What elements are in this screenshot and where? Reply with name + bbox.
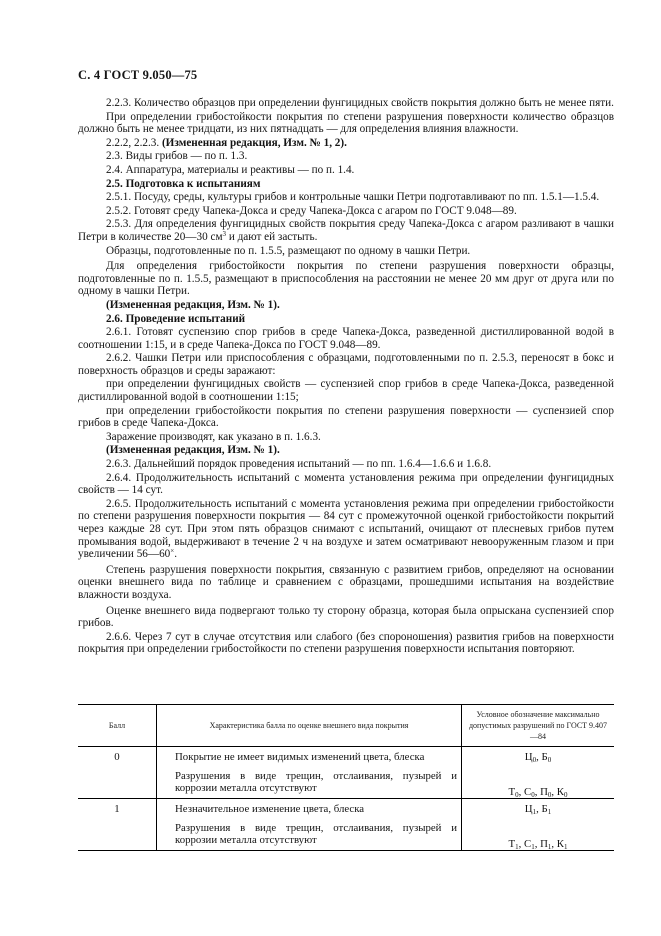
body-text — [78, 97, 614, 657]
header-score: Балл — [78, 705, 157, 747]
paragraph — [78, 137, 614, 150]
designation-line: $Ц_1$, $Б_1$ — [524, 803, 552, 816]
header-designation: Условное обозначение максимально допустимых разрушений по ГОСТ 9.407—84 — [462, 705, 615, 747]
paragraph: 2.5.2. Готовят среду Чапека-Докса и среду Чапека-Докса с агаром по ГОСТ 9.048—89. — [106, 204, 517, 217]
paragraph: 2.5.1. Посуду, среды, культуры грибов и контрольные чашки Петри подготавливают по пп. 1.5.1—1.5.4. — [106, 191, 600, 204]
characteristic-line: Разрушения в виде трещин, отслаивания, пузырей и коррозии металла отсутствуют — [175, 821, 457, 846]
designation-cell — [462, 747, 615, 799]
paragraph: 2.2.3. Количество образцов при определении фунгицидных свойств покрытия должно быть не менее пяти. — [106, 97, 614, 109]
superscript: × — [170, 547, 175, 556]
characteristic-cell — [157, 747, 462, 799]
designation-cell — [462, 799, 615, 851]
section-heading: 2.6. Проведение испытаний — [106, 312, 246, 325]
table-row — [78, 747, 614, 799]
paragraph-text: 2.6.5. Продолжительность испытаний с момента установления режима при определении грибостойкости по степени разрушения поверхности покрытия — 84 сут с промежуточной оценкой грибостойкости покрытий через каждые 28 сут. При этом пять образцов снимают с испытаний, очищают от плесневых грибов путем промывания водой, выдерживают в течение 2 ч на воздухе и затем осматривают невооруженным глазом и при увеличении 56—60 — [78, 497, 614, 561]
score-cell: 0 — [78, 747, 157, 799]
paragraph: Заражение производят, как указано в п. 1.6.3. — [106, 430, 321, 443]
clause-ref: 2.2.2, 2.2.3. — [106, 136, 160, 149]
designation-line: $Т_1$, $С_1$, $П_1$, $К_1$ — [508, 837, 568, 851]
characteristic-line: Покрытие не имеет видимых изменений цвета, блеска — [175, 751, 425, 763]
paragraph: 2.4. Аппаратура, материалы и реактивы — по п. 1.4. — [106, 163, 355, 176]
paragraph: при определении грибостойкости покрытия по степени разрушения поверхности — суспензией спор грибов в среде Чапека-Докса. — [78, 404, 614, 430]
paragraph: Степень разрушения поверхности покрытия, связанную с развитием грибов, определяют на основании оценки внешнего вида по таблице и сравнением с образцами, прошедшими испытания на воздействие влажности воздуха. — [78, 563, 614, 601]
evaluation-table — [78, 704, 614, 851]
section-heading: 2.5. Подготовка к испытаниям — [106, 177, 261, 190]
amendment-note: (Измененная редакция, Изм. № 1, 2). — [161, 136, 347, 149]
paragraph: Образцы, подготовленные по п. 1.5.5, размещают по одному в чашки Петри. — [106, 244, 471, 257]
paragraph-text: и дают ей застыть. — [226, 230, 318, 243]
designation-line: $Ц_0$, $Б_0$ — [524, 751, 552, 764]
designation-line: $Т_0$, $С_0$, $П_0$, $К_0$ — [508, 785, 568, 799]
score-cell: 1 — [78, 799, 157, 851]
amendment-note: (Измененная редакция, Изм. № 1). — [106, 444, 280, 457]
paragraph: при определении фунгицидных свойств — суспензией спор грибов в среде Чапека-Докса, разведенной дистиллированной водой в соотношении 1:15; — [78, 378, 614, 404]
paragraph — [78, 218, 614, 243]
paragraph: 2.6.2. Чашки Петри или приспособления с образцами, подготовленными по п. 2.5.3, переносят в бокс и поверхность образцов и среды заражают: — [78, 352, 614, 377]
header-characteristic: Характеристика балла по оценке внешнего вида покрытия — [157, 705, 462, 747]
characteristic-cell — [157, 799, 462, 851]
table-row — [78, 799, 614, 851]
paragraph: Оценке внешнего вида подвергают только ту сторону образца, которая была опрыскана суспензией спор грибов. — [78, 604, 614, 630]
table-header-row — [78, 705, 614, 747]
characteristic-line: Незначительное изменение цвета, блеска — [175, 803, 365, 815]
paragraph-text: . — [174, 548, 178, 561]
paragraph — [78, 498, 614, 561]
paragraph: Для определения грибостойкости покрытия по степени разрушения поверхности образцы, подготовленные по п. 1.5.5, размещают в приспособления на расстоянии не менее 20 мм друг от друга или по одному в чашки Петри. — [78, 260, 614, 298]
page-header: С. 4 ГОСТ 9.050—75 — [78, 68, 198, 82]
paragraph-text: 2.5.3. Для определения фунгицидных свойств покрытия среду Чапека-Докса с агаром разливают в чашки Петри в количестве 20—30 см — [78, 218, 614, 243]
paragraph: 2.6.3. Дальнейший порядок проведения испытаний — по пп. 1.6.4—1.6.6 и 1.6.8. — [106, 458, 492, 471]
paragraph: 2.6.4. Продолжительность испытаний с момента установления режима при определении фунгицидных свойств — 14 сут. — [78, 471, 614, 497]
paragraph: 2.6.1. Готовят суспензию спор грибов в среде Чапека-Докса, разведенной дистиллированной водой в соотношении 1:15, и в среде Чапека-Докса по ГОСТ 9.048—89. — [78, 326, 614, 351]
amendment-note: (Измененная редакция, Изм. № 1). — [106, 298, 280, 311]
characteristic-line: Разрушения в виде трещин, отслаивания, пузырей и коррозии металла отсутствуют — [175, 769, 457, 794]
paragraph: При определении грибостойкости покрытия по степени разрушения поверхности количество образцов должно быть не менее тридцати, из них пятнадцать — для определения влияния влажности. — [78, 110, 614, 136]
paragraph: 2.3. Виды грибов — по п. 1.3. — [106, 150, 248, 163]
superscript: 3 — [222, 229, 227, 238]
paragraph: 2.6.6. Через 7 сут в случае отсутствия или слабого (без спороношения) развития грибов на поверхности покрытия при определении грибостойкости по степени разрушения поверхности испытания повторяют. — [78, 630, 614, 656]
